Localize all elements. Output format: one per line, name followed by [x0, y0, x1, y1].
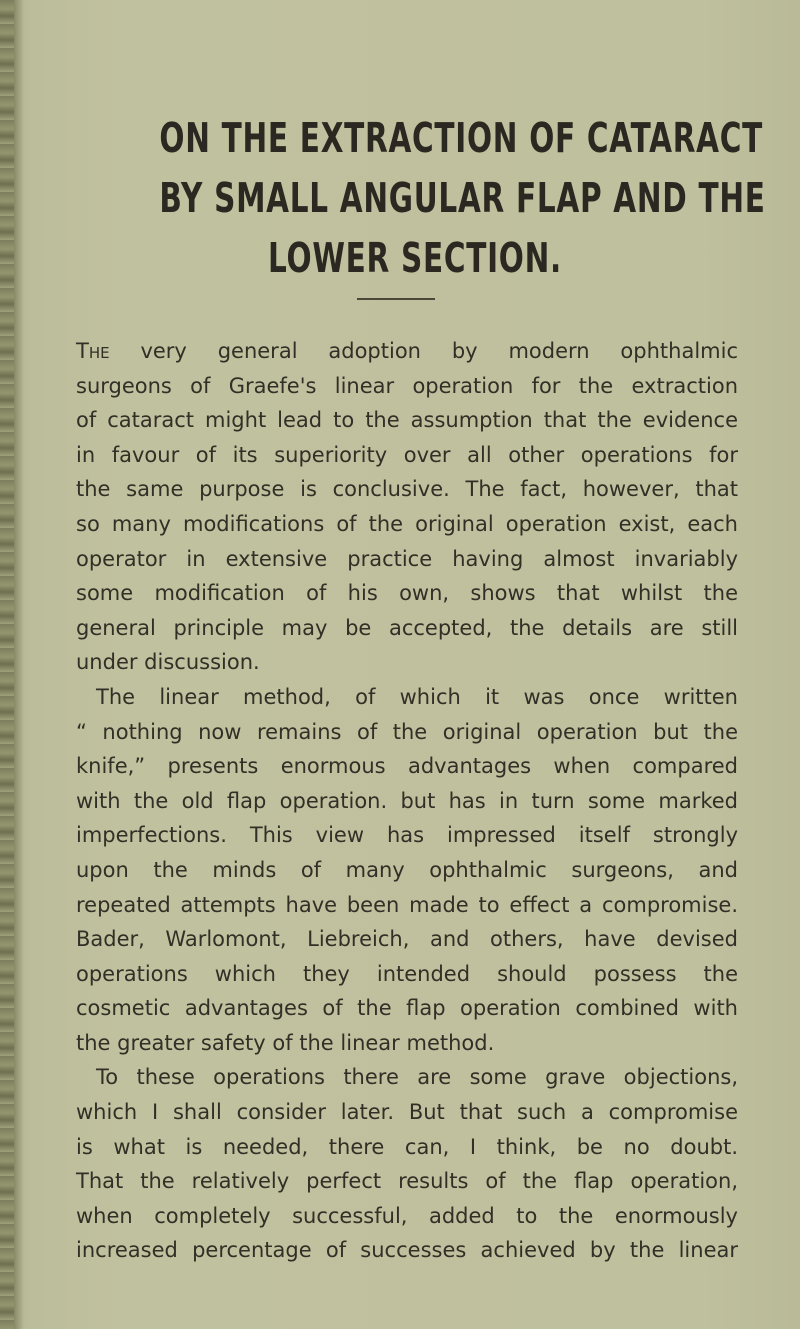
book-spine-edge — [0, 0, 14, 1329]
text-line: so many modifications of the original operation exist, each — [76, 511, 738, 536]
text-line: knife,” presents enormous advantages when compared — [76, 754, 738, 779]
gutter-shadow — [14, 0, 24, 1329]
title-line: ON THE EXTRACTION OF CATARACT — [159, 114, 763, 162]
text-line: operations which they intended should possess the — [76, 961, 738, 986]
text-line: in favour of its superiority over all other operations for — [76, 442, 738, 467]
text-line: general principle may be accepted, the details are still — [76, 615, 738, 640]
text-line: the same purpose is conclusive. The fact, however, that — [76, 477, 738, 502]
title-divider — [357, 298, 435, 300]
text-line: under discussion. — [76, 650, 260, 675]
text-line: with the old flap operation. but has in turn some marked — [76, 788, 738, 813]
text-line: That the relatively perfect results of the flap operation, — [76, 1169, 738, 1194]
text-line: The linear method, of which it was once written — [96, 684, 738, 709]
text-line: To these operations there are some grave objections, — [96, 1065, 738, 1090]
text-line: of cataract might lead to the assumption that the evidence — [76, 408, 738, 433]
text-line: Bader, Warlomont, Liebreich, and others, have devised — [76, 927, 738, 952]
text-line: the greater safety of the linear method. — [76, 1030, 495, 1055]
chapter-title — [159, 108, 766, 288]
body-text — [76, 334, 738, 1268]
text-line: surgeons of Graefe's linear operation for the extraction — [76, 373, 738, 398]
text-line: cosmetic advantages of the flap operation combined with — [76, 996, 738, 1021]
title-line: LOWER SECTION. — [268, 234, 562, 282]
text-line: when completely successful, added to the enormously — [76, 1203, 738, 1228]
text-line: The very general adoption by modern ophthalmic — [76, 339, 738, 363]
text-line: which I shall consider later. But that such a compromise — [76, 1100, 738, 1125]
text-line: “ nothing now remains of the original operation but the — [76, 719, 738, 744]
text-line: imperfections. This view has impressed itself strongly — [76, 823, 738, 848]
text-line: increased percentage of successes achieved by the linear — [76, 1238, 738, 1263]
text-line: is what is needed, there can, I think, be no doubt. — [76, 1134, 738, 1159]
text-line: repeated attempts have been made to effect a compromise. — [76, 892, 738, 917]
title-line: BY SMALL ANGULAR FLAP AND THE — [159, 174, 766, 222]
text-line: upon the minds of many ophthalmic surgeons, and — [76, 857, 738, 882]
text-line: some modification of his own, shows that whilst the — [76, 581, 738, 606]
small-caps-lead: The — [76, 339, 110, 363]
text-line: operator in extensive practice having almost invariably — [76, 546, 738, 571]
